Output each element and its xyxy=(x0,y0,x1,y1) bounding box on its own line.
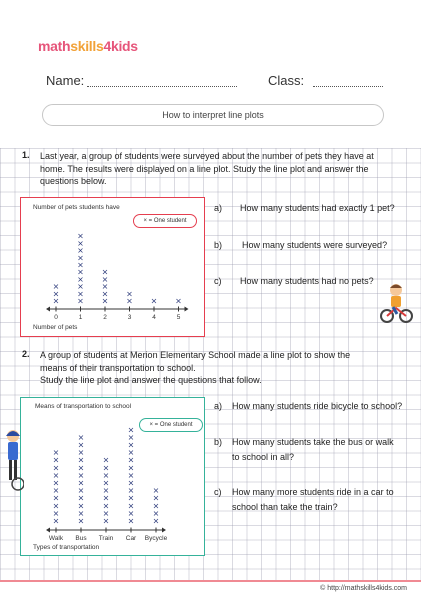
q2b-letter: b) xyxy=(214,437,223,447)
tick-label: 1 xyxy=(78,314,83,321)
x-mark: × xyxy=(102,501,110,511)
q2-plot-title: Means of transportation to school xyxy=(35,403,132,410)
q1b-text: How many students were surveyed? xyxy=(242,240,388,250)
x-mark: × xyxy=(77,455,85,465)
footer-divider xyxy=(0,580,421,582)
x-mark: × xyxy=(102,478,110,488)
axis-arrow-right xyxy=(185,307,189,312)
tick-label: Car xyxy=(125,535,137,542)
x-mark: × xyxy=(77,478,85,488)
axis-arrow-left xyxy=(46,307,50,312)
x-mark: × xyxy=(52,470,60,480)
x-mark: × xyxy=(77,470,85,480)
x-mark: × xyxy=(52,486,60,496)
x-mark: × xyxy=(102,493,110,503)
x-mark: × xyxy=(52,448,60,458)
q2-legend: × = One student xyxy=(139,418,203,432)
x-mark: × xyxy=(52,282,60,292)
x-mark: × xyxy=(52,493,60,503)
q2-plot-svg xyxy=(21,398,204,555)
x-mark: × xyxy=(127,463,135,473)
x-mark: × xyxy=(77,296,84,306)
tick-label: 2 xyxy=(103,314,107,321)
q2-number: 2. xyxy=(22,349,30,359)
x-mark: × xyxy=(127,440,135,450)
x-mark: × xyxy=(52,455,60,465)
x-mark: × xyxy=(152,493,160,503)
x-mark: × xyxy=(77,486,85,496)
x-mark: × xyxy=(150,296,158,306)
x-mark: × xyxy=(152,501,160,511)
x-mark: × xyxy=(77,231,84,241)
x-mark: × xyxy=(101,282,109,292)
x-mark: × xyxy=(127,486,135,496)
tick-label: Bus xyxy=(75,535,87,542)
x-mark: × xyxy=(127,501,135,511)
worksheet-title: How to interpret line plots xyxy=(42,104,384,126)
q2b-text: How many students take the bus or walk xyxy=(232,437,394,447)
tick-label: 0 xyxy=(54,314,58,321)
x-mark: × xyxy=(127,516,135,526)
x-mark: × xyxy=(77,448,85,458)
q1-axis-label: Number of pets xyxy=(33,324,78,331)
q1a-letter: a) xyxy=(214,203,223,213)
x-mark: × xyxy=(127,508,135,518)
x-mark: × xyxy=(77,516,85,526)
q1c-letter: c) xyxy=(214,276,222,286)
q1-line-plot xyxy=(20,197,205,337)
x-mark: × xyxy=(77,274,84,284)
x-mark: × xyxy=(127,455,135,465)
x-mark: × xyxy=(175,296,182,306)
x-mark: × xyxy=(101,267,109,277)
name-label: Name: xyxy=(46,73,85,88)
q1a-text: How many students had exactly 1 pet? xyxy=(240,203,395,213)
x-mark: × xyxy=(52,501,60,511)
x-mark: × xyxy=(77,289,84,299)
boy-on-bike-illustration xyxy=(378,282,414,324)
q1-legend: × = One student xyxy=(133,214,197,228)
x-mark: × xyxy=(77,238,84,248)
x-mark: × xyxy=(127,425,135,435)
x-mark: × xyxy=(52,463,60,473)
q1-plot-svg xyxy=(21,198,204,336)
x-mark: × xyxy=(52,508,60,518)
x-mark: × xyxy=(127,432,135,442)
footer-url: © http://mathskills4kids.com xyxy=(320,585,407,592)
x-mark: × xyxy=(77,260,84,270)
class-label: Class: xyxy=(268,73,305,88)
q2c-text: How many more students ride in a car to xyxy=(232,487,394,497)
x-mark: × xyxy=(102,470,110,480)
name-line[interactable] xyxy=(87,86,237,87)
x-mark: × xyxy=(77,493,85,503)
tick-label: 4 xyxy=(152,314,156,321)
x-mark: × xyxy=(101,296,109,306)
x-mark: × xyxy=(152,516,160,526)
tick-label: Walk xyxy=(48,535,64,542)
q1-plot-title: Number of pets students have xyxy=(33,204,120,211)
x-mark: × xyxy=(77,463,85,473)
x-mark: × xyxy=(127,478,135,488)
x-mark: × xyxy=(52,289,60,299)
x-mark: × xyxy=(102,455,110,465)
x-mark: × xyxy=(77,267,84,277)
x-mark: × xyxy=(52,516,60,526)
x-mark: × xyxy=(127,470,135,480)
x-mark: × xyxy=(77,501,85,511)
q2a-text: How many students ride bicycle to school? xyxy=(232,401,403,411)
x-mark: × xyxy=(102,508,110,518)
x-mark: × xyxy=(52,478,60,488)
x-mark: × xyxy=(102,463,110,473)
x-mark: × xyxy=(126,296,133,306)
axis-arrow-right xyxy=(162,528,166,533)
x-mark: × xyxy=(77,508,85,518)
x-mark: × xyxy=(152,508,160,518)
x-mark: × xyxy=(77,440,85,450)
x-mark: × xyxy=(126,289,133,299)
q2c-letter: c) xyxy=(214,487,222,497)
class-line[interactable] xyxy=(313,86,383,87)
x-mark: × xyxy=(77,432,85,442)
tick-label: Train xyxy=(98,535,114,542)
q1-number: 1. xyxy=(22,150,30,160)
x-mark: × xyxy=(102,516,110,526)
x-mark: × xyxy=(152,486,160,496)
q2-axis-label: Types of transportation xyxy=(33,544,100,551)
q2-line-plot xyxy=(20,397,205,556)
q1c-text: How many students had no pets? xyxy=(240,276,374,286)
q2-text: A group of students at Merion Elementary School made a line plot to show the means of their transportation to school. Study the line plot and answer the questions that follow. xyxy=(40,350,351,385)
x-mark: × xyxy=(101,289,109,299)
q2c-text-line2: school than take the train? xyxy=(232,502,338,512)
x-mark: × xyxy=(77,253,84,263)
q1b-letter: b) xyxy=(214,240,223,250)
q2a-letter: a) xyxy=(214,401,223,411)
axis-arrow-left xyxy=(46,528,50,533)
x-mark: × xyxy=(77,246,84,256)
x-mark: × xyxy=(127,493,135,503)
x-mark: × xyxy=(77,282,84,292)
q2b-text-line2: to school in all? xyxy=(232,452,295,462)
q1-text: Last year, a group of students were surveyed about the number of pets they have at home. The results were displayed on a line plot. Study the line plot and answer the questions below. xyxy=(40,151,374,186)
tick-label: Bycycle xyxy=(144,535,168,542)
x-mark: × xyxy=(102,486,110,496)
tick-label: 5 xyxy=(176,314,181,321)
girl-with-bike-illustration xyxy=(2,428,24,492)
x-mark: × xyxy=(127,448,135,458)
tick-label: 3 xyxy=(127,314,132,321)
x-mark: × xyxy=(52,296,60,306)
x-mark: × xyxy=(101,274,109,284)
site-logo: mathskills4kids xyxy=(38,38,138,54)
